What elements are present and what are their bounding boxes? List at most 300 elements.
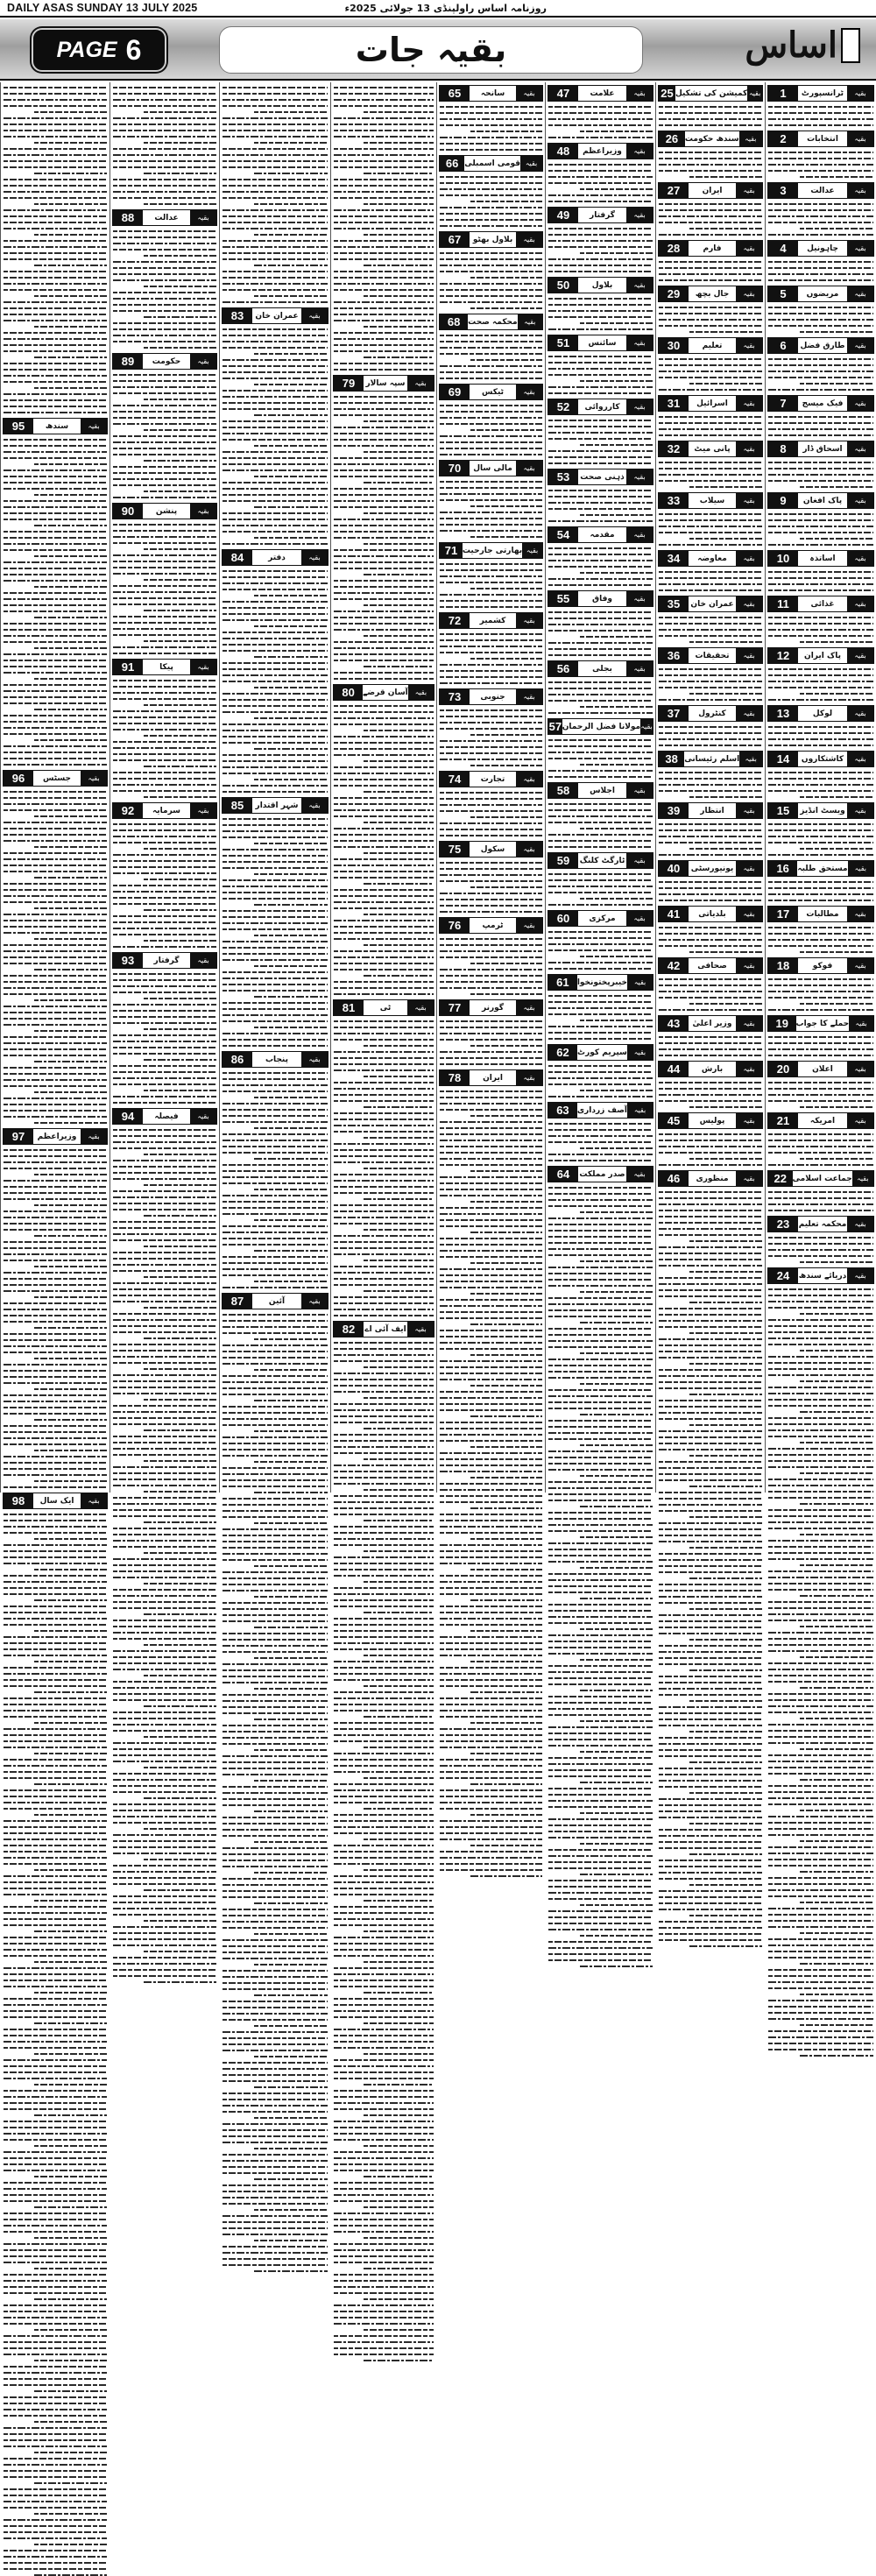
section-title: سندھ — [45, 421, 69, 431]
section-header — [658, 802, 763, 819]
section-title: ٹی — [379, 1003, 392, 1013]
article-text — [437, 335, 545, 379]
section-number: 10 — [768, 551, 798, 566]
article-text — [110, 524, 219, 654]
section-header — [658, 550, 763, 567]
section-title: شہر اقتدار — [255, 801, 299, 810]
article-text — [766, 823, 876, 856]
section-title: عدالت — [810, 186, 835, 195]
section-tag: بقیہ — [190, 354, 216, 369]
page-title: بقیہ جات — [219, 26, 643, 74]
section-tag: بقیہ — [847, 596, 873, 611]
section-tag: بقیہ — [520, 156, 542, 171]
article-text — [766, 571, 876, 591]
section-number: 86 — [223, 1052, 252, 1067]
section-title: دریائے سندھ — [798, 1271, 847, 1281]
section-number: 12 — [768, 648, 798, 663]
section-number: 26 — [659, 131, 685, 146]
section-header — [548, 590, 653, 607]
section-header — [112, 353, 217, 370]
section-number: 55 — [548, 591, 578, 606]
section-title: پنجاب — [265, 1055, 288, 1064]
section-tag: بقیہ — [736, 396, 762, 411]
article-text — [656, 1191, 765, 1211]
section-number: 31 — [659, 396, 689, 411]
section-tag: بقیہ — [516, 842, 542, 857]
section-number: 41 — [659, 907, 689, 921]
section-header — [658, 395, 763, 412]
section-title: سرمایہ — [152, 806, 181, 815]
section-tag: بقیہ — [190, 660, 216, 674]
section-tag: بقیہ — [301, 798, 328, 813]
section-title: اسلم رئیسانی — [684, 754, 740, 764]
article-text — [766, 726, 876, 746]
article-text — [546, 1187, 655, 1232]
article-text — [656, 416, 765, 436]
section-tag: بقیہ — [736, 241, 762, 256]
section-header — [439, 688, 543, 705]
section-title: لوکل — [812, 709, 833, 718]
section-number: 39 — [659, 803, 689, 818]
section-title: ایف آئی اے — [364, 1324, 406, 1334]
section-title: محکمہ صحت — [468, 317, 518, 327]
section-title: فوکو — [812, 961, 833, 970]
section-tag: بقیہ — [847, 131, 873, 146]
section-number: 88 — [113, 210, 143, 225]
section-number: 3 — [768, 183, 798, 198]
section-number: 78 — [440, 1070, 470, 1085]
section-title: اعلان — [812, 1064, 833, 1074]
article-text — [437, 1020, 545, 1065]
section-number: 66 — [440, 156, 464, 171]
section-title: مرکزی — [589, 914, 616, 923]
section-title: معاوضہ — [697, 554, 727, 563]
section-tag: بقیہ — [516, 1070, 542, 1085]
section-title: وزیراعظم — [583, 146, 622, 156]
article-text — [1, 791, 110, 1124]
section-title: فیک میسج — [802, 399, 844, 408]
article-text — [546, 681, 655, 714]
section-number: 69 — [440, 385, 470, 399]
section-header — [3, 418, 108, 434]
section-tag: بقیہ — [626, 527, 653, 542]
section-header — [767, 705, 874, 722]
section-tag: بقیہ — [852, 1171, 873, 1186]
section-tag: بقیہ — [736, 596, 762, 611]
section-title: آصف زرداری — [576, 1105, 627, 1115]
section-number: 2 — [768, 131, 798, 146]
section-tag: بقیہ — [847, 1268, 873, 1283]
article-text — [546, 356, 655, 394]
section-header — [548, 526, 653, 543]
article-text — [220, 570, 330, 793]
article-columns — [0, 82, 876, 1507]
section-header — [658, 647, 763, 664]
article-text — [656, 927, 765, 953]
section-title: انتخابات — [807, 134, 838, 144]
section-tag: بقیہ — [408, 685, 434, 700]
section-number: 60 — [548, 911, 578, 926]
section-tag: بقیہ — [626, 278, 653, 293]
article-text — [546, 1065, 655, 1097]
article-text — [656, 1036, 765, 1056]
article-text — [437, 1146, 545, 1877]
section-title: فیصلہ — [154, 1112, 179, 1121]
article-text — [437, 633, 545, 684]
section-header — [548, 910, 653, 927]
section-title: ویسٹ انڈیز — [800, 806, 845, 815]
article-text — [766, 1325, 876, 2057]
section-title: بجلی — [592, 664, 612, 674]
article-text — [656, 978, 765, 1011]
section-header — [439, 384, 543, 400]
section-tag: بقیہ — [736, 493, 762, 508]
section-number: 96 — [4, 771, 33, 786]
section-header — [3, 1128, 108, 1145]
section-tag: بقیہ — [81, 771, 107, 786]
section-tag: بقیہ — [516, 918, 542, 933]
section-number: 64 — [548, 1167, 578, 1182]
article-text — [656, 1082, 765, 1108]
article-text — [1, 439, 110, 766]
article-text — [331, 1342, 436, 1626]
article-text — [766, 152, 876, 178]
section-tag: بقیہ — [747, 86, 762, 101]
section-header — [333, 684, 434, 701]
section-number: 36 — [659, 648, 689, 663]
section-tag: بقیہ — [301, 1052, 328, 1067]
section-header — [658, 492, 763, 509]
section-number: 61 — [548, 975, 577, 990]
section-number: 27 — [659, 183, 689, 198]
article-text — [110, 973, 219, 1104]
section-number: 4 — [768, 241, 798, 256]
page-banner — [0, 19, 876, 81]
section-header — [222, 797, 328, 814]
section-header — [767, 337, 874, 354]
section-tag: بقیہ — [627, 975, 653, 990]
section-title: تحقیقات — [695, 651, 730, 660]
article-text — [656, 881, 765, 901]
section-number: 21 — [768, 1113, 798, 1128]
section-number: 58 — [548, 783, 578, 798]
section-tag: بقیہ — [81, 1129, 107, 1144]
section-header — [439, 155, 543, 172]
section-header — [548, 1166, 653, 1182]
section-title: بلدیاتی — [698, 909, 726, 919]
section-tag: بقیہ — [407, 376, 434, 391]
section-tag: بقیہ — [518, 314, 542, 329]
section-tag: بقیہ — [736, 1062, 762, 1076]
section-header — [767, 596, 874, 612]
section-title: چاہونیل — [807, 243, 838, 253]
section-tag: بقیہ — [736, 861, 762, 876]
article-text — [656, 823, 765, 856]
article-text — [766, 1036, 876, 1056]
section-number: 81 — [334, 1000, 364, 1015]
article-text — [766, 1191, 876, 1211]
section-tag: بقیہ — [626, 783, 653, 798]
article-text — [110, 680, 219, 798]
section-header — [548, 1044, 653, 1061]
section-header — [767, 1170, 874, 1187]
section-header — [658, 337, 763, 354]
section-tag: بقیہ — [736, 338, 762, 353]
article-text — [766, 203, 876, 236]
section-title: تعلیم — [702, 341, 723, 350]
article-text — [766, 1082, 876, 1108]
section-title: جنوبی — [480, 692, 505, 702]
section-number: 94 — [113, 1109, 143, 1124]
section-header — [112, 503, 217, 519]
section-header — [658, 240, 763, 257]
section-title: انتظار — [700, 806, 724, 815]
article-text — [437, 106, 545, 151]
section-tag: بقیہ — [847, 706, 873, 721]
section-header — [548, 143, 653, 159]
article-text — [1, 1845, 110, 2576]
section-tag: بقیہ — [190, 953, 216, 968]
section-header — [658, 906, 763, 922]
section-number: 46 — [659, 1171, 689, 1186]
article-text — [546, 873, 655, 906]
article-text — [656, 1216, 765, 1947]
section-title: پولیس — [699, 1116, 725, 1126]
section-number: 90 — [113, 504, 143, 519]
section-number: 82 — [334, 1322, 364, 1337]
section-number: 75 — [440, 842, 470, 857]
section-number: 98 — [4, 1493, 33, 1508]
section-header — [767, 395, 874, 412]
section-tag: بقیہ — [847, 958, 873, 973]
section-number: 91 — [113, 660, 143, 674]
section-header — [3, 1493, 108, 1509]
newspaper-logo — [724, 23, 864, 77]
section-tag: بقیہ — [847, 1062, 873, 1076]
section-header — [548, 1102, 653, 1119]
article-text — [437, 709, 545, 766]
section-number: 40 — [659, 861, 689, 876]
section-number: 80 — [334, 685, 363, 700]
section-header — [112, 952, 217, 969]
section-tag: بقیہ — [190, 210, 216, 225]
section-title: وزیراعظم — [37, 1132, 77, 1141]
section-number: 56 — [548, 661, 578, 676]
section-header — [767, 286, 874, 302]
article-text — [546, 931, 655, 970]
article-text — [656, 772, 765, 798]
section-tag: بقیہ — [849, 1016, 873, 1031]
section-header — [333, 999, 434, 1016]
logo-text: اساس — [745, 25, 837, 66]
section-tag: بقیہ — [847, 493, 873, 508]
section-tag: بقیہ — [848, 861, 873, 876]
english-dateline: DAILY ASAS SUNDAY 13 JULY 2025 — [7, 2, 198, 14]
section-title: کشمیر — [479, 616, 506, 625]
section-tag: بقیہ — [847, 86, 873, 101]
section-title: گورنر — [481, 1003, 505, 1013]
article-text — [110, 87, 219, 205]
section-tag: بقیہ — [627, 1045, 653, 1060]
article-text — [546, 739, 655, 778]
section-tag: بقیہ — [516, 461, 542, 476]
article-text — [220, 1314, 330, 1536]
article-text — [766, 1133, 876, 1166]
section-number: 77 — [440, 1000, 470, 1015]
section-header — [112, 659, 217, 675]
section-title: حملے کا جواب — [795, 1019, 850, 1028]
section-title: کارروائی — [584, 402, 620, 412]
section-number: 37 — [659, 706, 689, 721]
article-text — [546, 803, 655, 848]
section-tag: بقیہ — [847, 241, 873, 256]
section-header — [222, 549, 328, 566]
section-header — [439, 542, 543, 559]
article-text — [656, 358, 765, 391]
section-title: وفاق — [592, 594, 612, 603]
section-number: 14 — [768, 752, 798, 766]
section-title: ٹیکس — [482, 387, 505, 397]
section-title: امریکہ — [809, 1116, 836, 1126]
section-tag: بقیہ — [736, 286, 762, 301]
section-header — [439, 1069, 543, 1086]
section-title: اسحاق ڈار — [802, 444, 843, 454]
section-tag: بقیہ — [847, 551, 873, 566]
article-text — [437, 1090, 545, 1141]
section-title: کاشتکاروں — [801, 754, 844, 764]
section-number: 72 — [440, 613, 470, 628]
article-text — [656, 203, 765, 236]
article-text — [546, 611, 655, 656]
article-text — [766, 358, 876, 391]
section-title: محکمہ تعلیم — [798, 1219, 847, 1229]
section-number: 47 — [548, 86, 578, 101]
section-title: جماعت اسلامی — [792, 1174, 852, 1183]
section-number: 70 — [440, 461, 470, 476]
section-header — [767, 550, 874, 567]
article-text — [331, 1630, 436, 2361]
section-number: 68 — [440, 314, 468, 329]
article-text — [546, 1236, 655, 1967]
section-number: 19 — [768, 1016, 796, 1031]
section-tag: بقیہ — [190, 504, 216, 519]
section-number: 6 — [768, 338, 798, 353]
section-title: ٹارگٹ کلنگ — [579, 856, 625, 865]
section-title: پیکا — [159, 662, 173, 672]
section-tag: بقیہ — [847, 1217, 873, 1232]
section-number: 67 — [440, 232, 470, 247]
section-tag: بقیہ — [81, 419, 107, 434]
news-column — [219, 82, 330, 1493]
section-tag: بقیہ — [627, 1103, 653, 1118]
article-text — [546, 228, 655, 272]
section-title: طارق فضل — [800, 341, 845, 350]
section-header — [439, 771, 543, 787]
section-header — [658, 182, 763, 199]
section-tag: بقیہ — [516, 86, 542, 101]
section-number: 57 — [548, 720, 562, 733]
section-number: 25 — [659, 86, 675, 101]
section-header — [548, 782, 653, 799]
section-header — [767, 182, 874, 199]
section-header — [658, 705, 763, 722]
section-number: 62 — [548, 1045, 577, 1060]
section-title: پانی میٹ — [694, 444, 731, 454]
section-title: سپہ سالار — [365, 378, 406, 388]
section-tag: بقیہ — [847, 1113, 873, 1128]
section-header — [3, 770, 108, 787]
section-header — [333, 375, 434, 392]
section-header — [439, 917, 543, 934]
urdu-dateline: روزنامہ اساس راولپنڈی 13 جولائی 2025ء — [344, 2, 547, 14]
section-header — [439, 85, 543, 102]
section-title: مستحق طلبہ — [797, 864, 848, 873]
section-number: 1 — [768, 86, 798, 101]
section-header — [767, 240, 874, 257]
section-number: 44 — [659, 1062, 689, 1076]
section-header — [767, 647, 874, 664]
section-tag: بقیہ — [626, 335, 653, 350]
section-title: عمران خان — [690, 599, 734, 609]
section-title: دفتر — [268, 553, 286, 562]
section-tag: بقیہ — [847, 183, 873, 198]
section-title: بلاول بھٹو — [472, 235, 513, 244]
section-header — [767, 802, 874, 819]
section-number: 49 — [548, 208, 578, 222]
section-header — [548, 399, 653, 415]
section-title: مقدمہ — [590, 530, 615, 540]
section-header — [548, 277, 653, 293]
section-number: 89 — [113, 354, 143, 369]
section-title: مطالبات — [806, 909, 839, 919]
section-title: ذہنی صحت — [580, 472, 625, 482]
article-text — [656, 261, 765, 281]
section-title: سانحہ — [480, 88, 505, 98]
section-number: 38 — [659, 752, 684, 766]
article-text — [546, 106, 655, 138]
section-number: 8 — [768, 441, 798, 456]
section-header — [439, 231, 543, 248]
article-text — [331, 705, 436, 995]
section-header — [112, 1108, 217, 1125]
section-tag: بقیہ — [736, 1016, 762, 1031]
article-text — [546, 164, 655, 202]
news-column — [0, 82, 110, 1507]
section-header — [222, 1051, 328, 1068]
section-title: مریضوں — [806, 289, 839, 299]
news-column — [765, 82, 876, 1493]
section-tag: بقیہ — [190, 803, 216, 818]
section-tag: بقیہ — [516, 613, 542, 628]
section-number: 95 — [4, 419, 33, 434]
section-header — [548, 335, 653, 351]
section-title: آئین — [268, 1296, 286, 1306]
section-number: 87 — [223, 1294, 252, 1309]
article-text — [766, 106, 876, 126]
article-text — [1, 1514, 110, 1840]
flag-icon — [841, 28, 860, 63]
section-tag: بقیہ — [847, 648, 873, 663]
section-tag: بقیہ — [736, 803, 762, 818]
section-header — [767, 751, 874, 767]
section-title: خیبرپختونخوا — [576, 977, 628, 987]
section-title: اسرائیل — [696, 399, 728, 408]
section-number: 65 — [440, 86, 470, 101]
section-tag: بقیہ — [516, 1000, 542, 1015]
section-number: 76 — [440, 918, 470, 933]
article-text — [766, 668, 876, 701]
section-header — [658, 441, 763, 457]
